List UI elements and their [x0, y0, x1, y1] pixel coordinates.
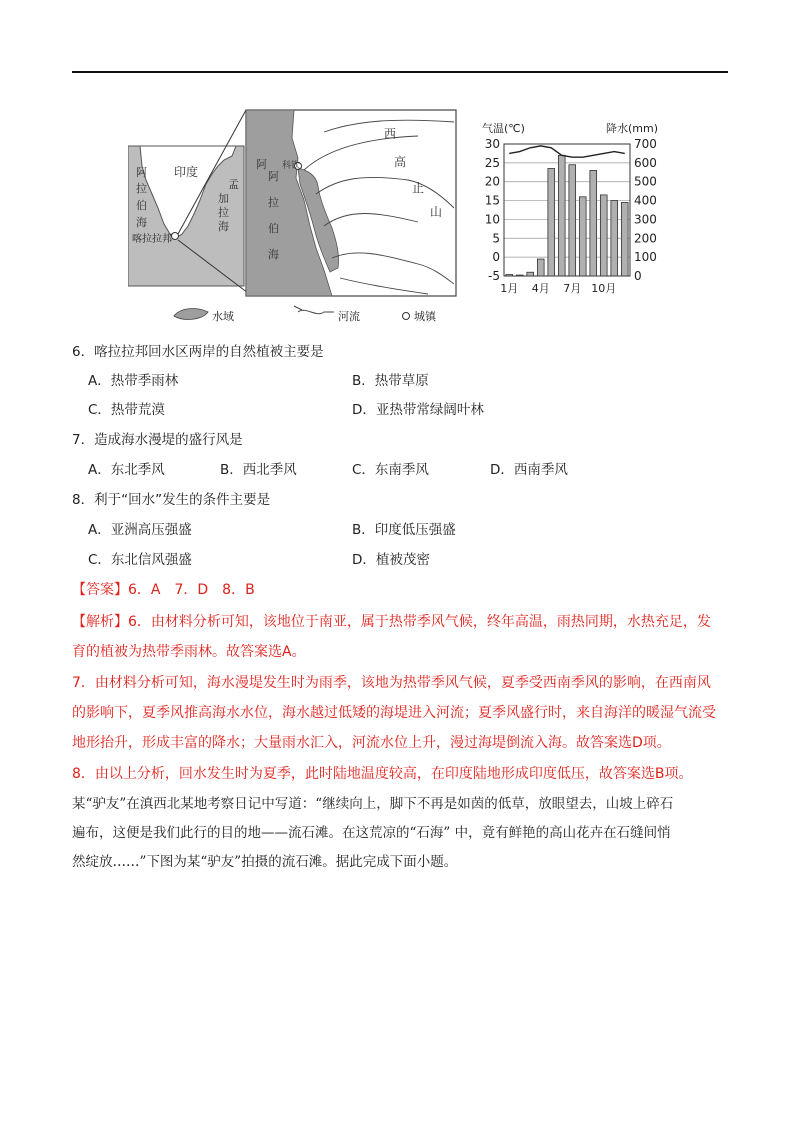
town-legend-icon	[403, 313, 410, 320]
map-legend	[174, 306, 437, 323]
river-legend-icon	[298, 310, 334, 313]
precip-bar	[558, 155, 565, 276]
svg-text:拉: 拉	[218, 206, 229, 219]
right-tick-label: 700	[634, 137, 657, 151]
right-tick-label: 500	[634, 174, 657, 189]
right-tick-label: 100	[634, 250, 657, 265]
answer-line	[72, 580, 255, 600]
x-tick-label: 7月	[563, 282, 582, 295]
detail-label-arab: 阿	[256, 158, 267, 171]
scree-story-paragraph: 某“驴友”在滇西北某地考察日记中写道：“继续向上，脚下不再是如茵的低草，放眼望去，山坡上碎石 遍布，这便是我们此行的目的地——流石滩。在这荒凉的“石海” 中，竟有鲜艳的高山花卉在石缝间悄 然绽放……”下图为某“驴友”拍摄的流石滩。据此完成下面小题。	[72, 796, 674, 870]
left-tick-label: 0	[492, 250, 500, 265]
svg-text:海: 海	[218, 220, 229, 233]
legend-river: 河流	[338, 310, 360, 323]
svg-text:伯: 伯	[268, 222, 279, 235]
svg-text:海: 海	[268, 248, 279, 261]
inset-label-india: 印度	[174, 165, 199, 179]
question-7	[72, 430, 243, 450]
precip-bar	[527, 272, 534, 276]
precip-bar	[611, 201, 618, 276]
svg-text:拉: 拉	[136, 182, 147, 195]
right-tick-label: 0	[634, 269, 642, 283]
legend-town: 城镇	[414, 310, 436, 323]
svg-text:阿: 阿	[136, 166, 147, 179]
svg-text:孟: 孟	[228, 178, 239, 191]
question-number: 6．	[72, 344, 95, 360]
q7-option-b: B．西北季风	[220, 462, 297, 478]
question-number: 8．	[72, 492, 95, 508]
precip-bar	[516, 275, 523, 276]
left-tick-label: 5	[492, 231, 500, 246]
analysis-q8: 8．由以上分析，回水发生时为夏季，此时陆地温度较高，在印度陆地形成印度低压，故答案选B项。	[72, 766, 693, 782]
svg-text:止: 止	[412, 181, 425, 195]
x-tick-label: 4月	[531, 282, 550, 295]
svg-text:阿: 阿	[268, 170, 279, 183]
legend-water: 水域	[212, 310, 234, 323]
right-tick-label: 200	[634, 231, 657, 246]
answer-text: 6．A 7．D 8．B	[128, 582, 255, 598]
q7-option-a: A．东北季风	[88, 462, 165, 478]
q6-option-c: C．热带荒漠	[88, 402, 165, 418]
detail-map	[246, 110, 456, 296]
answer-tag: 【答案】	[72, 582, 128, 598]
q8-option-a: A．亚洲高压强盛	[88, 522, 192, 538]
precip-bar	[600, 195, 607, 276]
left-tick-label: 25	[484, 155, 500, 170]
inset-map	[128, 146, 244, 286]
analysis-tag: 【解析】	[72, 614, 128, 630]
q8-option-d: D．植被茂密	[352, 552, 430, 568]
precip-bar	[506, 274, 513, 276]
right-axis-title: 降水(mm)	[606, 122, 659, 135]
analysis-q6: 【解析】6．由材料分析可知，该地位于南亚，属于热带季风气候，终年高温，雨热同期，水热充足，发 育的植被为热带季雨林。故答案选A。	[72, 614, 711, 660]
left-tick-label: 30	[484, 137, 500, 151]
svg-text:西: 西	[384, 127, 397, 141]
right-tick-label: 600	[634, 155, 657, 170]
q7-option-d: D．西南季风	[490, 462, 568, 478]
q8-option-b: B．印度低压强盛	[352, 522, 456, 538]
header-rule	[72, 71, 728, 73]
precip-bar	[569, 165, 576, 276]
svg-text:拉: 拉	[268, 196, 279, 209]
climate-chart	[482, 121, 658, 295]
detail-label-city: 科钦	[282, 161, 301, 171]
right-tick-label: 300	[634, 212, 657, 227]
q6-option-b: B．热带草原	[352, 373, 429, 389]
question-stem: 利于“回水”发生的条件主要是	[94, 492, 271, 508]
svg-text:高: 高	[394, 155, 407, 169]
precip-bar	[621, 202, 628, 276]
precip-bar	[590, 170, 597, 276]
q8-option-c: C．东北信风强盛	[88, 552, 192, 568]
left-tick-label: 10	[484, 212, 500, 227]
q6-option-a: A．热带季雨林	[88, 373, 179, 389]
precip-bar	[537, 259, 544, 276]
left-tick-label: 20	[484, 174, 500, 189]
question-8	[72, 490, 270, 510]
precip-bar	[548, 169, 555, 276]
q7-option-c: C．东南季风	[352, 462, 429, 478]
question-number: 7．	[72, 432, 95, 448]
left-tick-label: -5	[488, 269, 500, 283]
analysis-q7: 7．由材料分析可知，海水漫堤发生时为雨季，该地为热带季风气候，夏季受西南季风的影响，在西南风 的影响下，夏季风推高海水水位，海水越过低矮的海堤进入河流；夏季风盛行时，来自海洋的暖湿气流受 地形抬升，形成丰富的降水；大量雨水汇入，河流水位上升，漫过海堤倒流入海。故答案选D项。	[72, 675, 716, 751]
x-tick-label: 1月	[500, 282, 519, 295]
water-legend-icon	[174, 309, 208, 320]
x-tick-label: 10月	[591, 282, 617, 295]
svg-text:加: 加	[218, 192, 229, 205]
svg-text:海: 海	[136, 216, 147, 229]
right-tick-label: 400	[634, 193, 657, 208]
temperature-line	[509, 146, 625, 157]
question-stem: 造成海水漫堤的盛行风是	[94, 432, 243, 448]
inset-label-kerala: 喀拉拉邦	[132, 234, 172, 245]
left-axis-title: 气温(℃)	[482, 122, 525, 135]
map-and-climate-figure	[128, 108, 668, 330]
precip-bar	[579, 197, 586, 276]
question-stem: 喀拉拉邦回水区两岸的自然植被主要是	[94, 344, 324, 360]
question-6	[72, 342, 324, 362]
svg-text:山: 山	[430, 205, 443, 219]
svg-text:伯: 伯	[136, 199, 147, 212]
left-tick-label: 15	[484, 193, 500, 208]
q6-option-d: D．亚热带常绿阔叶林	[352, 402, 484, 418]
